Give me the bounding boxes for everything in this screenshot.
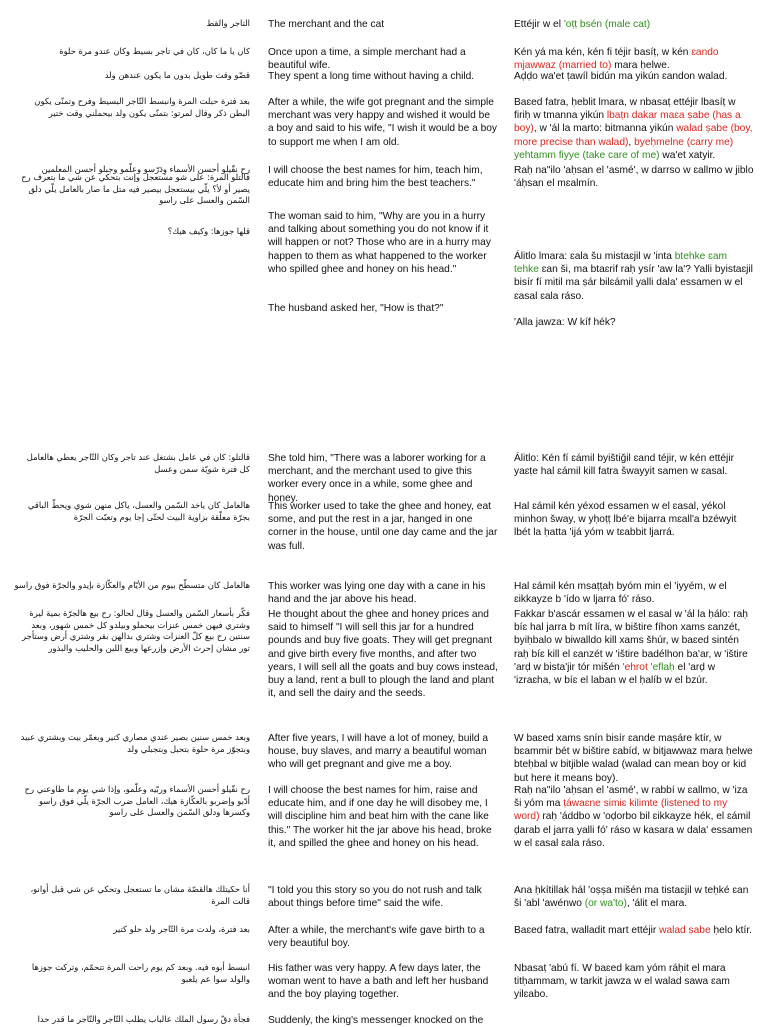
arabic-text: فجأة دقّ رسول الملك عالباب يطلب التّاجر والتّاجر ما قدر حدا	[37, 1014, 250, 1024]
transliteration-text	[514, 580, 754, 606]
transliteration-text	[514, 46, 754, 72]
transliteration-segment: Baɛed fatra, ḥeblit lmara, w nbasaṭ ettéjir lbasíṭ w firiḥ w tmanna yikún	[514, 97, 736, 122]
transliteration-segment: el 'arḍ w 'izraɛha, w bíɛ el laban w el ḥalíb w el bzúr.	[514, 661, 716, 687]
highlight-green: yehtamm fiyye (take care of me)	[514, 149, 660, 161]
arabic-text: بعد فترة حبلت المرة وانبسط التّاجر البسيط وفرح وتمنّى يكون البطن ذكر وقال لمرتو: بتمنّى يكون ولد بيحملني وقت ختير	[34, 96, 250, 118]
transliteration-segment: , w 'ál la marto: bitmanna yikún	[533, 123, 677, 135]
transliteration-segment: raḥ 'áddbo w 'oḍorbo bil ɛikkayze hék, el ɛámil ḍarab el jarra yalli fó' ráso w kasara w dala' essamen w el ɛasal ɛala ráso.	[514, 811, 753, 849]
transliteration-text	[514, 924, 754, 937]
transliteration-segment: Raḥ na"ilo 'aḥsan el 'asmé', w rabbí w ɛallmo, w 'iza ši yóm ma	[514, 785, 748, 810]
highlight-red: byeḥmelne (carry me)	[634, 136, 734, 148]
arabic-text: قضّو وقت طويل بدون ما يكون عندهن ولد	[104, 70, 250, 80]
transliteration-segment: wa'et xatyir.	[659, 149, 716, 161]
highlight-red: 'ehrot	[622, 661, 648, 673]
english-text: The husband asked her, "How is that?"	[268, 303, 444, 314]
transliteration-segment: Kén yá ma kén, kén fi téjir basíṭ, w kén	[514, 47, 692, 58]
arabic-text: أنا حكيتلك هالقصّة مشان ما تستعجل وتحكي عن شي قبل أوانو، قالت المرة	[30, 884, 250, 906]
english-text: Suddenly, the king's messenger knocked on the	[268, 1015, 484, 1026]
arabic-text: رح نقّيلو أحسن الأسماء وِدَرّسو وعلّمو وجبلو أحسن المعلمين	[41, 164, 250, 174]
transliteration-segment: ,	[628, 136, 635, 148]
transliteration-segment: Hal ɛámil kén yéxod essamen w el ɛasal, yékol minhon šway, w yḥoṭṭ lbé'e bijarra mɛall'a bzéwyit lbét la ḥatta 'ijá yóm w tɛabbit ljarrá.	[514, 501, 737, 539]
transliteration-segment: W baɛed xams snín bisír ɛande maṣáre ktír, w bɛammir bét w bištire ɛabíd, w bitjawwaz mara ḥelwe bteḥbal w bitjible walad (walad can mean boy or kid but here it means boy).	[514, 733, 753, 784]
transliteration-text	[514, 70, 754, 83]
transliteration-text	[514, 732, 754, 785]
transliteration-segment: Nbasaṭ 'abú fí. W baɛed kam yóm ráḥit el mara titḥammam, w tarkit jawza w el walad sawa ɛam yilɛabo.	[514, 963, 730, 1001]
arabic-text: هالعامل كان متسطّح بيوم من الأيّام والعكّازة بإيدو والجرّة فوق راسو	[14, 580, 250, 590]
english-text: The merchant and the cat	[268, 19, 385, 30]
transliteration-segment: Ana ḥkítillak hál 'oṣṣa mišén ma tistaɛjil w teḥké ɛan ši 'abl 'awénwo	[514, 885, 749, 910]
arabic-text: فكّر بأسعار السّمن والعسل وقال لحالو: رح بيع هالجرّة بمية ليرة وشتري فيهن خمس عنزات بيحملو وبيلدو كل خمس شهور، وبعد سنتين رح بيع كلّ العنزات وشتري بدالهن بقر وشتري أرض وستأجر تور مشان إحرث الأرض وإزرعها وبيع اللبن والحليب والبذور	[22, 608, 250, 653]
transliteration-segment: mara ḥelwe.	[611, 60, 670, 72]
transliteration-segment: Álitlo lmara: ɛala šu mistaɛjil w 'inta	[514, 251, 675, 262]
transliteration-text	[514, 18, 754, 31]
highlight-red: lbaṭn dakar maɛa ṣabe (has a boy)	[514, 110, 741, 135]
transliteration-segment: ɛan ši, ma btaɛrif raḥ ysír 'aw la'? Yalli byistaɛjil bisír fí mitil ma ṣár bilɛámil yalli dala' essamen w el ɛasal ɛala ráso.	[514, 264, 753, 302]
english-text: His father was very happy. A few days later, the woman went to have a bath and left her husband and the boy playing together.	[268, 963, 489, 1001]
english-text: After five years, I will have a lot of money, build a house, buy slaves, and marry a beautiful woman who will get pregnant and give me a boy.	[268, 733, 489, 771]
english-text: After a while, the merchant's wife gave birth to a very beautiful boy.	[268, 925, 485, 950]
transliteration-text	[514, 884, 754, 910]
transliteration-segment: Baɛed fatra, walladit mart ettéjir	[514, 925, 660, 936]
highlight-red: walad ṣabe	[659, 925, 711, 936]
arabic-text: رح نقّيلو أحسن الأسماء وربّيه وعلّمو، وإذا شي يوم ما طاوعني رح أدّبو وإضربو بالعكّازة هيك، العامل ضرب الجرّة يلّي فوق راسو وكسرها ودلق السّمن والعسل على راسو	[24, 784, 250, 818]
highlight-red: ṭáwaɛne	[563, 798, 601, 810]
transliteration-segment: , 'álit el mara.	[626, 898, 688, 910]
arabic-text: بعد فترة، ولدت مرة التّاجر ولد حلو كتير	[113, 924, 250, 934]
english-text: Once upon a time, a simple merchant had a beautiful wife.	[268, 47, 466, 72]
highlight-green: 'eflaḥ	[650, 661, 675, 673]
transliteration-segment: Aḍḍo wa'et ṭawíl bidún ma yikún ɛandon walad.	[514, 71, 728, 82]
highlight-green: btehke ɛam tehke	[514, 251, 728, 276]
transliteration-text	[514, 164, 754, 190]
english-text: He thought about the ghee and honey prices and said to himself "I will sell this jar for a hundred pounds and buy five goats. They will get pregnant and give birth every five months, and after two years, I will sell all the goats and buy cows instead, buy a land, rent a bull to plough the land and plant it, and sell the dairy and the seeds.	[268, 609, 498, 700]
arabic-text: انبسط أبوه فيه. وبعد كم يوم راحت المرة تتحمّم، وتركت جوزها والولد سوا عم يلعبو	[31, 962, 250, 984]
transliteration-segment: 'Alla jawza: W kíf hék?	[514, 317, 616, 328]
arabic-text: التاجر والقط	[206, 18, 250, 28]
english-text: She told him, "There was a laborer working for a merchant, and the merchant used to give this worker every once in a while, some ghee and honey.	[268, 453, 486, 504]
transliteration-segment: Raḥ na"ilo 'aḥsan el 'asmé', w darrso w ɛallmo w jiblo 'áḥsan el mɛalmín.	[514, 165, 754, 190]
transliteration-segment: Ettéjir w el	[514, 19, 564, 30]
transliteration-segment: Fakkar b'ascár essamen w el ɛasal w 'ál la ḥálo: raḥ bíɛ hal jarra b mít líra, w bištire fíhon xams ɛanzét, byiḥbalo w biwalldo kill xams šhúr, w baɛed sintén raḥ bíɛ kill el ɛanzét w 'ištire badélhon ba'ar, w 'ištire 'arḍ w bista'jir tór mišén	[514, 609, 748, 673]
english-text: After a while, the wife got pregnant and the simple merchant was very happy and wished it would be a boy and said to his wife, "I wish it would be a boy to support me when I am old.	[268, 97, 497, 148]
transliteration-text	[514, 250, 754, 303]
transliteration-text	[514, 452, 754, 478]
transliteration-text	[514, 316, 754, 329]
transliteration-text	[514, 96, 754, 162]
transliteration-text	[514, 608, 754, 687]
english-text: This worker used to take the ghee and honey, eat some, and put the rest in a jar, hanged in one corner in the house, until one day came and the jar was full.	[268, 501, 498, 552]
english-text: The woman said to him, "Why are you in a hurry and talking about something you do not know if it will happen or not? Those who are in a hurry may happen to them as what happened to the worker who spilled ghee and honey on his head."	[268, 211, 491, 275]
highlight-green: 'oṭṭ bsén (male cat)	[563, 19, 651, 30]
transliteration-text	[514, 962, 754, 1002]
transliteration-text	[514, 784, 754, 850]
transliteration-segment: ḥelo ktír.	[710, 925, 752, 936]
arabic-text: قالتلو: كان في عامل بشتغل عند تاجر وكان التّاجر يعطي هالعامل كل فترة شويّة سمن وعسل	[26, 452, 250, 474]
arabic-text: هالعامل كان ياخد السّمن والعسل، ياكل منهن شوي ويحطّ الباقي بجرّة معلّقة بزاوية البيت لحتّى إجا يوم وتعبّت الجرّة	[27, 500, 250, 522]
highlight-red: walad ṣabe	[676, 123, 728, 135]
english-text: "I told you this story so you do not rush and talk about things before time" said the wife.	[268, 885, 482, 910]
highlight-red: ɛando mjawwaz (married to)	[514, 47, 719, 72]
english-text: I will choose the best names for him, teach him, educate him and bring him the best teachers."	[268, 165, 483, 190]
english-text: They spent a long time without having a child.	[268, 71, 475, 82]
transliteration-text	[514, 500, 754, 540]
highlight-red: simiɛ kilimte (listened to my word)	[514, 798, 728, 823]
highlight-red: (boy, more precise than walad)	[514, 123, 753, 148]
arabic-text: قالتلو المرة: على شو مستعجل وإنت بتحكي عن شي ما بتعرف رح يصير أو لأ؟ يلّي بيستعجل بيصير فيه متل ما صار بالعامل يلّي دلق السّمن والعسل على راسو	[21, 172, 250, 206]
arabic-text: قلها جوزها: وكيف هيك؟	[167, 226, 250, 236]
arabic-text: وبعد خمس سنين بصير عندي مصاري كتير وبعمّر بيت وبشتري عبيد وبتجوّز مرة حلوة بتحبل وبتجبلي ولد	[20, 732, 250, 754]
transliteration-segment: Álitlo: Kén fí ɛámil byištiğil ɛand téjir, w kén ettéjir yaɛṭe hal ɛámil kill fatra šwayyit samen w ɛasal.	[514, 453, 734, 478]
english-text: I will choose the best names for him, raise and educate him, and if one day he will disobey me, I will discipline him and beat him with the cane like this." The worker hit the jar above his head, broke it, and spilled the ghee and honey on his head.	[268, 785, 492, 849]
english-text: This worker was lying one day with a cane in his hand and the jar above his head.	[268, 581, 486, 606]
transliteration-segment: Hal ɛámil kén msaṭṭaḥ byóm min el 'iyyém, w el ɛikkayze b 'ído w ljarra fó' ráso.	[514, 581, 727, 606]
highlight-green: (or wa'to)	[584, 898, 627, 910]
arabic-text: كان يا ما كان، كان في تاجر بسيط وكان عندو مرة حلوة	[59, 46, 250, 56]
